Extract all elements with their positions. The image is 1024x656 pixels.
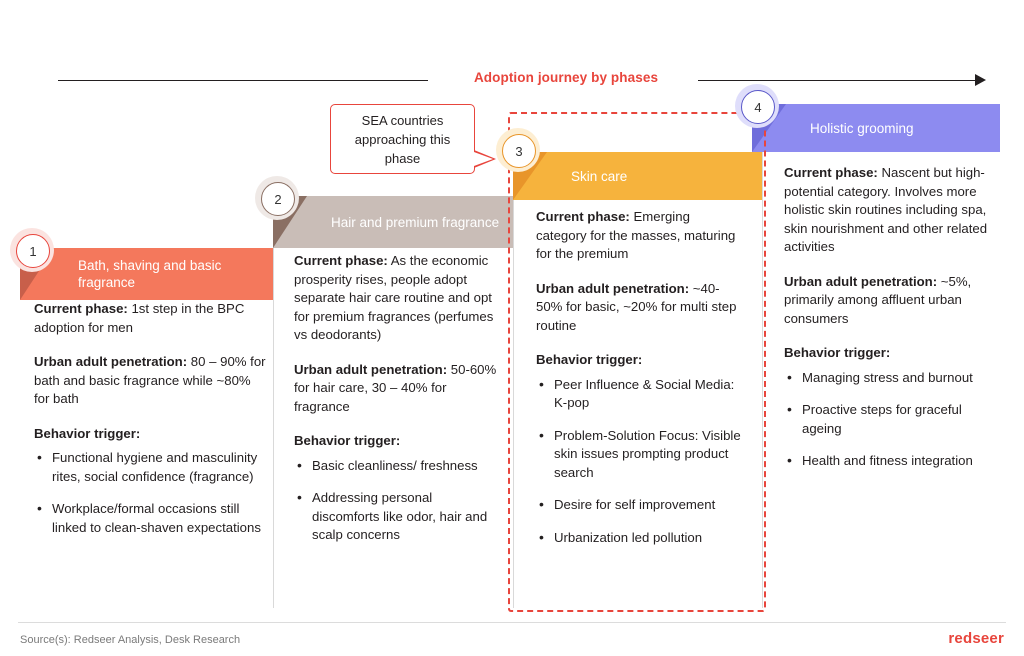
phase-1-trigger-list	[34, 449, 266, 537]
phase-2-penetration-text: 50-60% for hair care, 30 – 40% for fragrance	[294, 361, 497, 414]
list-item: • Managing stress and burnout	[784, 369, 996, 388]
phase-2-content	[294, 252, 502, 559]
phase-4-current-phase-text: Nascent but high-potential category. Involves more holistic skin routines including spa, skin nourishment and other related activities	[784, 165, 988, 254]
list-item: • Peer Influence & Social Media: K-pop	[536, 376, 744, 413]
phase-1-penetration-label: Urban adult penetration:	[34, 354, 188, 369]
list-item: • Addressing personal discomforts like odor, hair and scalp concerns	[294, 489, 502, 545]
brand-logo: redseer	[948, 630, 1004, 647]
phase-3-title: Skin care	[571, 168, 628, 184]
phase-1-trigger-label: Behavior trigger:	[34, 425, 141, 441]
phase-2-current-phase-label: Current phase:	[294, 253, 388, 268]
phase-3-penetration-label: Urban adult penetration:	[536, 280, 690, 296]
list-item: • Proactive steps for graceful ageing	[784, 401, 996, 438]
phase-4-marker[interactable]: 4	[741, 90, 775, 124]
sea-countries-callout-text: SEA countries approaching this phase	[354, 112, 451, 166]
phase-1-current-phase-text: 1st step in the BPC adoption for men	[34, 301, 245, 335]
phase-4-trigger-list	[784, 369, 996, 471]
list-item: • Basic cleanliness/ freshness	[294, 457, 502, 476]
phase-4-penetration	[784, 273, 996, 329]
phase-3-highlight-box	[508, 112, 766, 612]
phase-4-trigger-label: Behavior trigger:	[784, 345, 891, 360]
phase-1-penetration	[34, 353, 266, 409]
phase-3-marker[interactable]: 3	[502, 134, 536, 168]
axis-title: Adoption journey by phases	[473, 70, 659, 85]
phase-3-penetration-text: ~40-50% for basic, ~20% for multi step routine	[536, 280, 737, 333]
adoption-axis	[58, 70, 986, 92]
callout-tail-inner	[474, 152, 493, 166]
phase-2-penetration	[294, 361, 502, 417]
phase-1-content	[34, 300, 266, 551]
list-item: • Workplace/formal occasions still linked to clean-shaven expectations	[34, 500, 266, 537]
phase-1-penetration-text: 80 – 90% for bath and basic fragrance while ~80% for bath	[34, 354, 266, 406]
axis-line-left	[58, 80, 428, 81]
column-divider-1	[273, 238, 274, 608]
phase-4-current-phase	[784, 164, 996, 257]
phase-2-trigger-label: Behavior trigger:	[294, 433, 401, 448]
phase-4-penetration-text: ~5%, primarily among affluent urban consumers	[784, 273, 972, 326]
list-item: • Functional hygiene and masculinity rites, social confidence (fragrance)	[34, 449, 266, 486]
phase-4-title: Holistic grooming	[810, 120, 914, 136]
phase-2-title: Hair and premium fragrance	[331, 214, 500, 230]
axis-line-right	[698, 80, 978, 81]
phase-4-current-phase-label: Current phase:	[784, 165, 878, 180]
list-item: • Desire for self improvement	[536, 496, 744, 515]
list-item: • Problem-Solution Focus: Visible skin issues prompting product search	[536, 427, 744, 483]
footer-divider	[18, 622, 1006, 623]
phase-2-banner[interactable]	[273, 196, 513, 248]
phase-2-current-phase	[294, 252, 502, 345]
phase-1-banner[interactable]	[20, 248, 273, 300]
source-note: Source(s): Redseer Analysis, Desk Research	[20, 634, 241, 646]
phase-4-penetration-label: Urban adult penetration:	[784, 273, 938, 289]
phase-2-trigger-list	[294, 457, 502, 545]
list-item: • Urbanization led pollution	[536, 529, 744, 548]
phase-2-marker[interactable]: 2	[261, 182, 295, 216]
list-item: • Health and fitness integration	[784, 452, 996, 471]
phase-2-penetration-label: Urban adult penetration:	[294, 361, 448, 377]
phase-1-current-phase-label: Current phase:	[34, 301, 128, 316]
sea-countries-callout	[330, 104, 475, 174]
phase-1-current-phase	[34, 300, 266, 337]
phase-1-marker[interactable]: 1	[16, 234, 50, 268]
phase-3-current-phase-text: Emerging category for the masses, maturing for the premium	[536, 209, 736, 261]
phase-4-content	[784, 164, 996, 485]
phase-3-trigger-label: Behavior trigger:	[536, 352, 643, 367]
phase-4-banner[interactable]	[752, 104, 1000, 152]
phase-1-title: Bath, shaving and basic fragrance	[78, 258, 222, 290]
phase-3-current-phase-label: Current phase:	[536, 209, 630, 224]
axis-arrow-icon	[975, 74, 986, 86]
phase-2-current-phase-text: As the economic prosperity rises, people adopt separate hair care routine and opt for premium fragrances (perfumes vs deodorants)	[294, 253, 494, 342]
